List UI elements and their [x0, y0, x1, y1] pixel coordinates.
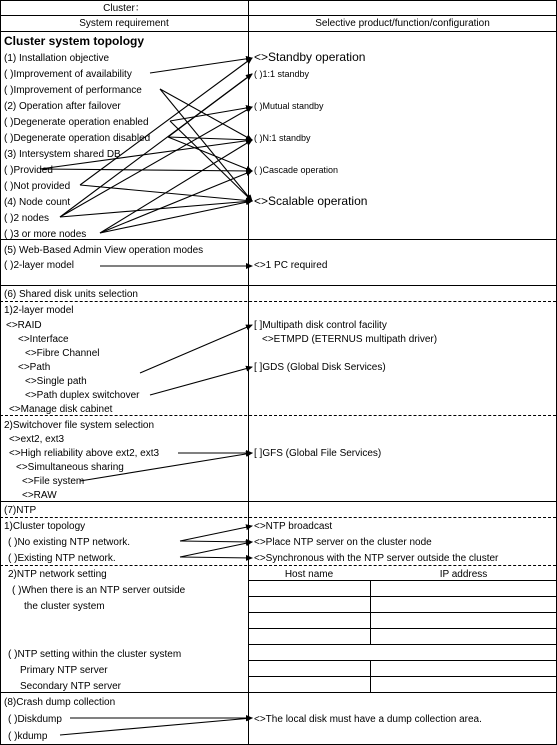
column-header-selection: Selective product/function/configuration [315, 18, 490, 29]
connector-arrow [180, 526, 252, 541]
req-label: 2)NTP network setting [8, 569, 107, 580]
req-option[interactable]: ( )Degenerate operation enabled [4, 117, 149, 128]
connector-arrow [140, 325, 252, 373]
req-label: 1)2-layer model [4, 305, 74, 316]
connector-arrow [150, 367, 252, 395]
req-label: (4) Node count [4, 197, 71, 208]
config-option-1-1-standby[interactable]: ( )1:1 standby [254, 69, 310, 79]
config-option-gfs[interactable]: [ ]GFS (Global File Services) [254, 448, 382, 459]
req-label: (3) Intersystem shared DB [4, 149, 121, 160]
req-option[interactable]: <>RAID [6, 320, 42, 331]
req-label: 1)Cluster topology [4, 521, 86, 532]
req-option[interactable]: ( )Existing NTP network. [8, 553, 116, 564]
req-option[interactable]: ( )2 nodes [4, 213, 50, 224]
connector-arrow [180, 557, 252, 558]
column-header-requirement: System requirement [79, 18, 169, 29]
req-option[interactable]: <>Simultaneous sharing [16, 462, 124, 473]
req-option[interactable]: ( )When there is an NTP server outside [12, 585, 186, 596]
config-option-standby[interactable]: <>Standby operation [254, 50, 366, 64]
section-title-webadmin: (5) Web-Based Admin View operation modes [4, 245, 204, 256]
connector-arrow [168, 137, 252, 140]
connector-arrow [150, 58, 252, 73]
section-title-disk: (6) Shared disk units selection [4, 289, 138, 300]
config-option-ntp-broadcast[interactable]: <>NTP broadcast [254, 521, 333, 532]
req-option[interactable]: <>Manage disk cabinet [9, 404, 113, 415]
config-option-gds[interactable]: [ ]GDS (Global Disk Services) [254, 362, 386, 373]
req-option[interactable]: ( )No existing NTP network. [8, 537, 131, 548]
req-option[interactable]: <>Fibre Channel [25, 348, 100, 359]
section-title-topology: Cluster system topology [4, 34, 145, 48]
config-option-cascade[interactable]: ( )Cascade operation [254, 165, 339, 175]
connector-arrow [60, 718, 252, 735]
config-option-dump-area[interactable]: <>The local disk must have a dump collection area. [254, 714, 482, 725]
req-option[interactable]: ( )Improvement of performance [4, 85, 142, 96]
config-option-mutual-standby[interactable]: ( )Mutual standby [254, 101, 324, 111]
req-option[interactable]: <>Single path [25, 376, 87, 387]
req-label: the cluster system [24, 601, 105, 612]
req-option[interactable]: ( )Improvement of availability [4, 69, 132, 80]
req-option[interactable]: ( )Degenerate operation disabled [4, 133, 151, 144]
req-label: (1) Installation objective [4, 53, 110, 64]
connector-arrow [180, 541, 252, 542]
column-header-host: Host name [284, 569, 334, 580]
req-label: Secondary NTP server [20, 681, 121, 692]
config-option-1-pc[interactable]: <>1 PC required [254, 260, 328, 271]
cluster-label: Cluster： [103, 3, 145, 14]
config-option-etmpd[interactable]: <>ETMPD (ETERNUS multipath driver) [262, 334, 438, 345]
config-option-multipath[interactable]: [ ]Multipath disk control facility [254, 320, 387, 331]
req-option[interactable]: <>File system [22, 476, 85, 487]
connector-arrow [60, 201, 252, 217]
config-option-ntp-on-node[interactable]: <>Place NTP server on the cluster node [254, 537, 432, 548]
connector-arrow [60, 74, 252, 217]
req-option[interactable]: ( )3 or more nodes [4, 229, 87, 240]
connector-arrow [100, 171, 252, 233]
req-option[interactable]: ( )Provided [4, 165, 53, 176]
req-option[interactable]: ( )NTP setting within the cluster system [8, 649, 182, 660]
req-option[interactable]: ( )2-layer model [4, 260, 75, 271]
connector-arrow [160, 89, 252, 201]
req-option[interactable]: <>RAW [22, 490, 57, 501]
config-option-scalable[interactable]: <>Scalable operation [254, 194, 368, 208]
config-option-n-1-standby[interactable]: ( )N:1 standby [254, 133, 311, 143]
req-label: Primary NTP server [20, 665, 108, 676]
column-header-ip: IP address [439, 569, 488, 580]
connector-arrow [180, 542, 252, 557]
req-option[interactable]: <>ext2, ext3 [9, 434, 65, 445]
req-option[interactable]: ( )Diskdump [8, 714, 62, 725]
req-label: (2) Operation after failover [4, 101, 121, 112]
req-option[interactable]: ( )kdump [8, 731, 48, 742]
config-option-ntp-external[interactable]: <>Synchronous with the NTP server outside the cluster [254, 553, 499, 564]
req-option[interactable]: <>Path duplex switchover [25, 390, 140, 401]
req-option[interactable]: <>High reliability above ext2, ext3 [9, 448, 160, 459]
connector-arrow [40, 140, 252, 169]
connector-arrow [80, 453, 252, 481]
req-option[interactable]: ( )Not provided [4, 181, 71, 192]
req-option[interactable]: <>Interface [18, 334, 69, 345]
req-option[interactable]: <>Path [18, 362, 51, 373]
req-label: 2)Switchover file system selection [4, 420, 155, 431]
section-title-crash: (8)Crash dump collection [4, 697, 116, 708]
section-title-ntp: (7)NTP [4, 505, 37, 516]
connector-arrow [100, 201, 252, 233]
